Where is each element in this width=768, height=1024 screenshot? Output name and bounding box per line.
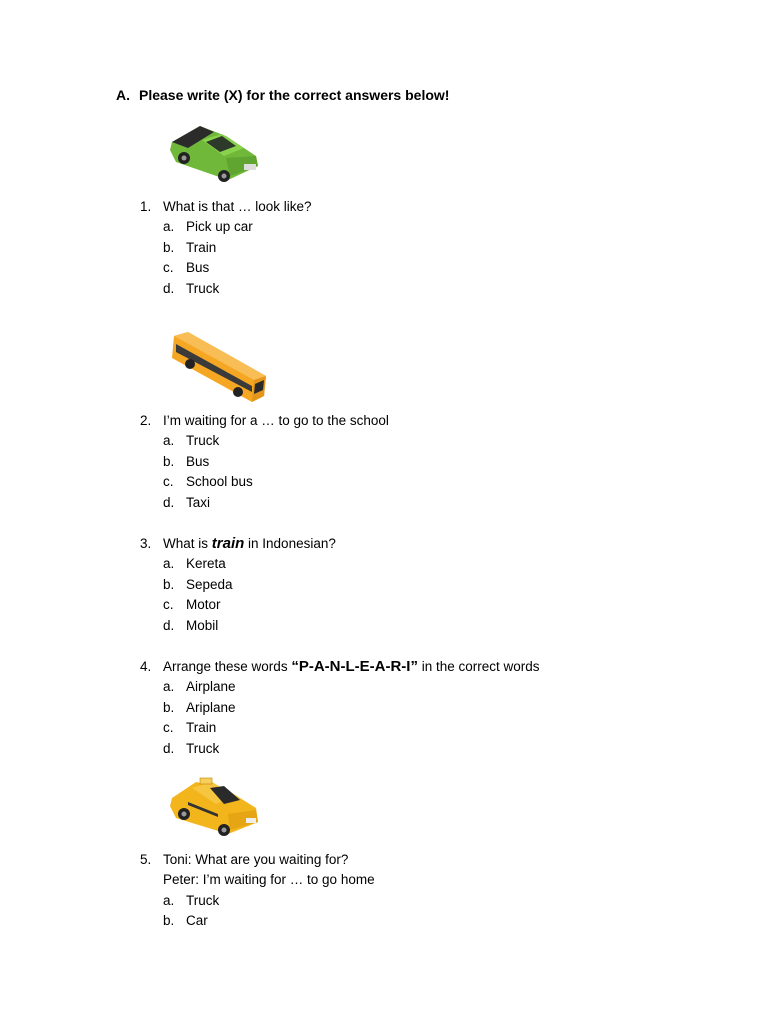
option-item[interactable] (163, 891, 219, 911)
option-item[interactable] (163, 616, 233, 636)
option-letter: d. (163, 740, 175, 756)
option-letter: c. (163, 474, 174, 490)
option-text: Ariplane (186, 699, 236, 715)
option-item[interactable] (163, 595, 233, 615)
option-letter: c. (163, 260, 174, 276)
option-text: Truck (186, 433, 220, 449)
question-text: Toni: What are you waiting for? (163, 852, 349, 867)
emphasized-word: train (211, 535, 245, 552)
question-text (163, 534, 336, 554)
option-text: Bus (186, 453, 210, 469)
option-item[interactable] (163, 677, 236, 697)
option-text: Car (186, 913, 208, 929)
question-number: 3. (140, 536, 152, 551)
option-text: Pick up car (186, 219, 253, 235)
option-text: Motor (186, 597, 221, 613)
question-text-part: in Indonesian? (244, 536, 336, 551)
taxi-image (166, 774, 264, 838)
question-number: 5. (140, 852, 152, 867)
option-text: Kereta (186, 556, 226, 572)
option-item[interactable] (163, 554, 233, 574)
option-text: Truck (186, 280, 220, 296)
option-text: Bus (186, 260, 210, 276)
pickup-truck-image (166, 120, 264, 184)
question-text (163, 657, 540, 677)
question-text: I’m waiting for a … to go to the school (163, 413, 389, 428)
question-number: 1. (140, 199, 152, 214)
option-letter: d. (163, 617, 175, 633)
option-item[interactable] (163, 718, 236, 738)
option-item[interactable] (163, 472, 253, 492)
option-text: School bus (186, 474, 253, 490)
question-number: 4. (140, 659, 152, 674)
option-text: Train (186, 239, 217, 255)
option-item[interactable] (163, 698, 236, 718)
option-item[interactable] (163, 452, 253, 472)
option-item[interactable] (163, 493, 253, 513)
option-item[interactable] (163, 217, 253, 237)
bus-image (168, 330, 272, 404)
option-item[interactable] (163, 279, 253, 299)
option-list (163, 677, 236, 759)
option-item[interactable] (163, 575, 233, 595)
question-number: 2. (140, 413, 152, 428)
option-letter: d. (163, 280, 175, 296)
option-letter: c. (163, 720, 174, 736)
option-item[interactable] (163, 431, 253, 451)
option-text: Mobil (186, 617, 219, 633)
option-letter: a. (163, 219, 175, 235)
option-text: Taxi (186, 494, 211, 510)
option-text: Train (186, 720, 217, 736)
option-item[interactable] (163, 258, 253, 278)
option-text: Truck (186, 892, 220, 908)
option-list (163, 554, 233, 636)
option-letter: a. (163, 556, 175, 572)
option-letter: a. (163, 679, 175, 695)
option-letter: b. (163, 576, 175, 592)
section-heading (116, 87, 449, 103)
option-letter: d. (163, 494, 175, 510)
option-letter: a. (163, 433, 175, 449)
option-item[interactable] (163, 238, 253, 258)
question-text-part: What is (163, 536, 212, 551)
question-text-part: Arrange these words (163, 659, 292, 674)
section-letter: A. (116, 87, 130, 103)
question-text-part: in the correct words (417, 659, 540, 674)
option-list (163, 431, 253, 513)
option-letter: b. (163, 913, 175, 929)
option-letter: a. (163, 892, 175, 908)
option-item[interactable] (163, 911, 219, 931)
option-list (163, 217, 253, 299)
question-text-line-2: Peter: I’m waiting for … to go home (163, 872, 375, 888)
option-text: Truck (186, 740, 220, 756)
scrambled-word: “P-A-N-L-E-A-R-I” (291, 658, 418, 675)
question-text: What is that … look like? (163, 199, 312, 214)
option-list (163, 891, 219, 932)
section-instruction: Please write (X) for the correct answers below! (139, 87, 450, 103)
option-item[interactable] (163, 739, 236, 759)
option-letter: c. (163, 597, 174, 613)
option-text: Sepeda (186, 576, 233, 592)
option-letter: b. (163, 453, 175, 469)
option-text: Airplane (186, 679, 236, 695)
option-letter: b. (163, 699, 175, 715)
option-letter: b. (163, 239, 175, 255)
